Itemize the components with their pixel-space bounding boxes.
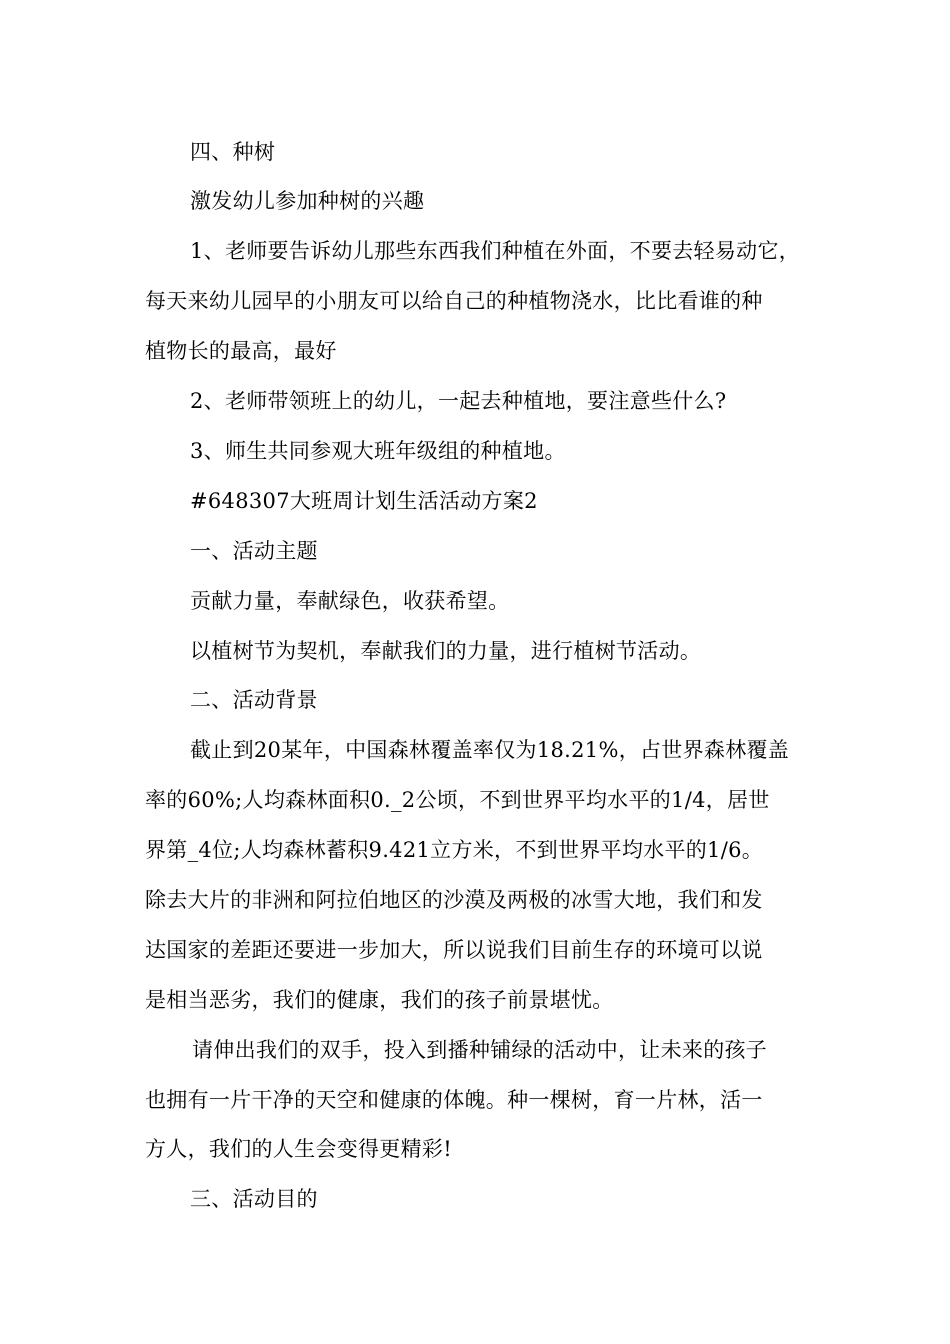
section-heading-plant-trees: 四、种树 <box>190 140 276 164</box>
paragraph-line: 界第_4位;人均森林蓄积9.421立方米，不到世界平均水平的1/6。 <box>145 838 764 862</box>
paragraph-line: 方人，我们的人生会变得更精彩! <box>145 1137 452 1161</box>
paragraph-line: 也拥有一片干净的天空和健康的体魄。种一棵树，育一片林，活一 <box>145 1088 763 1112</box>
paragraph-line: 达国家的差距还要进一步加大，所以说我们目前生存的环境可以说 <box>145 938 763 962</box>
paragraph-line: 每天来幼儿园早的小朋友可以给自己的种植物浇水，比比看谁的种 <box>145 289 763 313</box>
plan-title: #648307大班周计划生活活动方案2 <box>190 489 538 513</box>
paragraph-line: 是相当恶劣，我们的健康，我们的孩子前景堪忧。 <box>145 988 614 1012</box>
paragraph-line: 以植树节为契机，奉献我们的力量，进行植树节活动。 <box>190 639 702 663</box>
paragraph-line: 除去大片的非洲和阿拉伯地区的沙漠及两极的冰雪大地，我们和发 <box>145 888 763 912</box>
section-heading-purpose: 三、活动目的 <box>190 1187 318 1211</box>
paragraph-line: 贡献力量，奉献绿色，收获希望。 <box>190 589 510 613</box>
paragraph-line: 激发幼儿参加种树的兴趣 <box>190 189 425 213</box>
section-heading-theme: 一、活动主题 <box>190 539 318 563</box>
paragraph-line: 3、师生共同参观大班年级组的种植地。 <box>190 439 566 463</box>
paragraph-line: 1、老师要告诉幼儿那些东西我们种植在外面，不要去轻易动它， <box>190 239 801 263</box>
paragraph-line: 植物长的最高，最好 <box>145 339 337 363</box>
paragraph-line: 2、老师带领班上的幼儿，一起去种植地，要注意些什么? <box>190 389 727 413</box>
paragraph-line: 请伸出我们的双手，投入到播种铺绿的活动中，让未来的孩子 <box>192 1038 768 1062</box>
section-heading-background: 二、活动背景 <box>190 688 318 712</box>
paragraph-line: 率的60%;人均森林面积0._2公顷，不到世界平均水平的1/4，居世 <box>145 788 770 812</box>
paragraph-line: 截止到20某年，中国森林覆盖率仅为18.21%，占世界森林覆盖 <box>190 738 790 762</box>
